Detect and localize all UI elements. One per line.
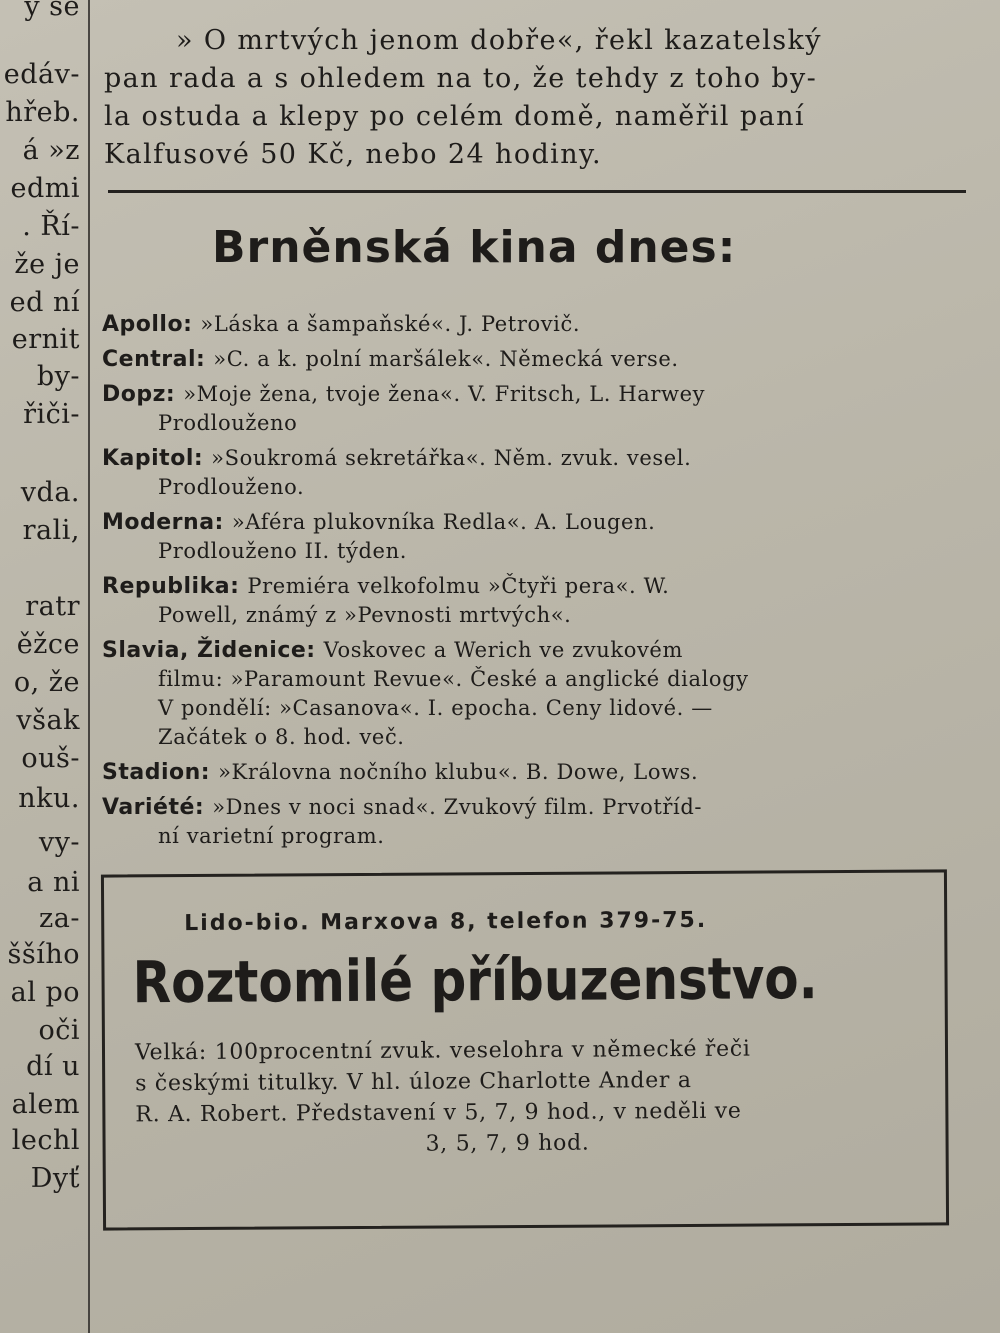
left-fragment: ouš-: [21, 743, 80, 774]
left-fragment: edmi: [10, 173, 80, 204]
left-fragment: dí u: [26, 1051, 80, 1082]
left-fragment: ěžce: [16, 629, 80, 660]
ad-body-line: R. A. Robert. Představení v 5, 7, 9 hod., v neděli ve: [135, 1098, 742, 1128]
cinema-entry-moderna: [102, 508, 972, 566]
left-fragment: že je: [14, 249, 80, 280]
ad-body: [135, 1034, 751, 1162]
neighbouring-column-fragments: [0, 0, 84, 1333]
section-heading: Brněnská kina dnes:: [212, 222, 737, 273]
section-rule: [108, 190, 966, 193]
ad-title: Roztomilé příbuzenstvo.: [132, 945, 818, 1017]
intro-line: » O mrtvých jenom dobře«, řekl kazatelský: [176, 25, 822, 56]
cinema-text: Premiéra velkofolmu »Čtyři pera«. W.: [247, 574, 670, 598]
left-fragment: alem: [11, 1089, 80, 1120]
cinema-name: Kapitol:: [102, 446, 204, 471]
left-fragment: ratr: [25, 591, 80, 622]
cinema-text: filmu: »Paramount Revue«. České a anglické dialogy: [158, 667, 749, 691]
ad-body-line: Velká: 100procentní zvuk. veselohra v německé řeči: [134, 1036, 751, 1066]
left-fragment: by-: [36, 361, 80, 392]
cinema-name: Moderna:: [102, 510, 224, 535]
cinema-entry-central: [102, 345, 972, 374]
left-fragment: y se: [24, 0, 80, 22]
left-fragment: za-: [39, 903, 80, 934]
cinema-text: »Aféra plukovníka Redla«. A. Lougen.: [231, 510, 656, 534]
column-divider: [88, 0, 90, 1333]
cinema-name: Republika:: [102, 574, 240, 599]
ad-body-line: 3, 5, 7, 9 hod.: [425, 1130, 590, 1157]
cinema-text: Prodlouženo II. týden.: [158, 539, 407, 563]
left-fragment: vy-: [38, 827, 80, 858]
cinema-text: V pondělí: »Casanova«. I. epocha. Ceny lidové. —: [158, 696, 713, 720]
intro-line: pan rada a s ohledem na to, že tehdy z toho by-: [104, 63, 818, 94]
cinema-listing: [102, 310, 972, 857]
intro-paragraph: [104, 22, 822, 174]
left-fragment: Dyť: [30, 1163, 80, 1194]
cinema-entry-kapitol: [102, 444, 972, 502]
cinema-name: Central:: [102, 347, 206, 372]
cinema-entry-apollo: [102, 310, 972, 339]
intro-line: Kalfusové 50 Kč, nebo 24 hodiny.: [104, 139, 603, 170]
ad-body-line: s českými titulky. V hl. úloze Charlotte Ander a: [135, 1067, 692, 1097]
left-fragment: a ni: [27, 867, 80, 898]
cinema-text: Prodlouženo.: [158, 475, 305, 499]
left-fragment: . Ří-: [22, 211, 80, 242]
left-fragment: však: [16, 705, 80, 736]
left-fragment: řiči-: [23, 399, 80, 430]
cinema-text: Voskovec a Werich ve zvukovém: [323, 638, 683, 662]
cinema-text: »Královna nočního klubu«. B. Dowe, Lows.: [218, 760, 699, 784]
ad-header: Lido-bio. Marxova 8, telefon 379-75.: [184, 907, 708, 937]
cinema-name: Apollo:: [102, 312, 193, 337]
left-fragment: o, že: [13, 667, 80, 698]
cinema-name: Variété:: [102, 795, 205, 820]
cinema-name: Slavia, Židenice:: [102, 638, 316, 663]
cinema-text: »Dnes v noci snad«. Zvukový film. Prvotříd-: [212, 795, 703, 819]
left-fragment: hřeb.: [5, 97, 80, 128]
cinema-entry-dopz: [102, 380, 972, 438]
cinema-entry-variete: [102, 793, 972, 851]
left-fragment: á »z: [22, 135, 80, 166]
left-fragment: edáv-: [3, 59, 80, 90]
left-fragment: rali,: [22, 515, 80, 546]
cinema-text: »Moje žena, tvoje žena«. V. Fritsch, L. Harwey: [183, 382, 706, 406]
left-fragment: lechl: [11, 1125, 80, 1156]
cinema-text: »C. a k. polní maršálek«. Německá verse.: [213, 347, 679, 371]
left-fragment: ed ní: [9, 287, 80, 318]
left-fragment: oči: [38, 1015, 80, 1046]
cinema-name: Dopz:: [102, 382, 176, 407]
cinema-entry-republika: [102, 572, 972, 630]
cinema-text: Začátek o 8. hod. več.: [158, 725, 405, 749]
lido-bio-advertisement: [101, 869, 949, 1230]
cinema-text: »Soukromá sekretářka«. Něm. zvuk. vesel.: [211, 446, 692, 470]
cinema-entry-stadion: [102, 758, 972, 787]
cinema-text: ní varietní program.: [158, 824, 385, 848]
left-fragment: ernit: [11, 324, 80, 355]
left-fragment: ššího: [7, 939, 80, 970]
left-fragment: vda.: [20, 477, 80, 508]
left-fragment: al po: [10, 977, 80, 1008]
intro-line: la ostuda a klepy po celém domě, naměřil paní: [104, 101, 805, 132]
cinema-text: »Láska a šampaňské«. J. Petrovič.: [200, 312, 581, 336]
cinema-text: Prodlouženo: [158, 411, 298, 435]
left-fragment: nku.: [18, 783, 80, 814]
cinema-name: Stadion:: [102, 760, 211, 785]
cinema-entry-slavia: [102, 636, 972, 752]
cinema-text: Powell, známý z »Pevnosti mrtvých«.: [158, 603, 572, 627]
